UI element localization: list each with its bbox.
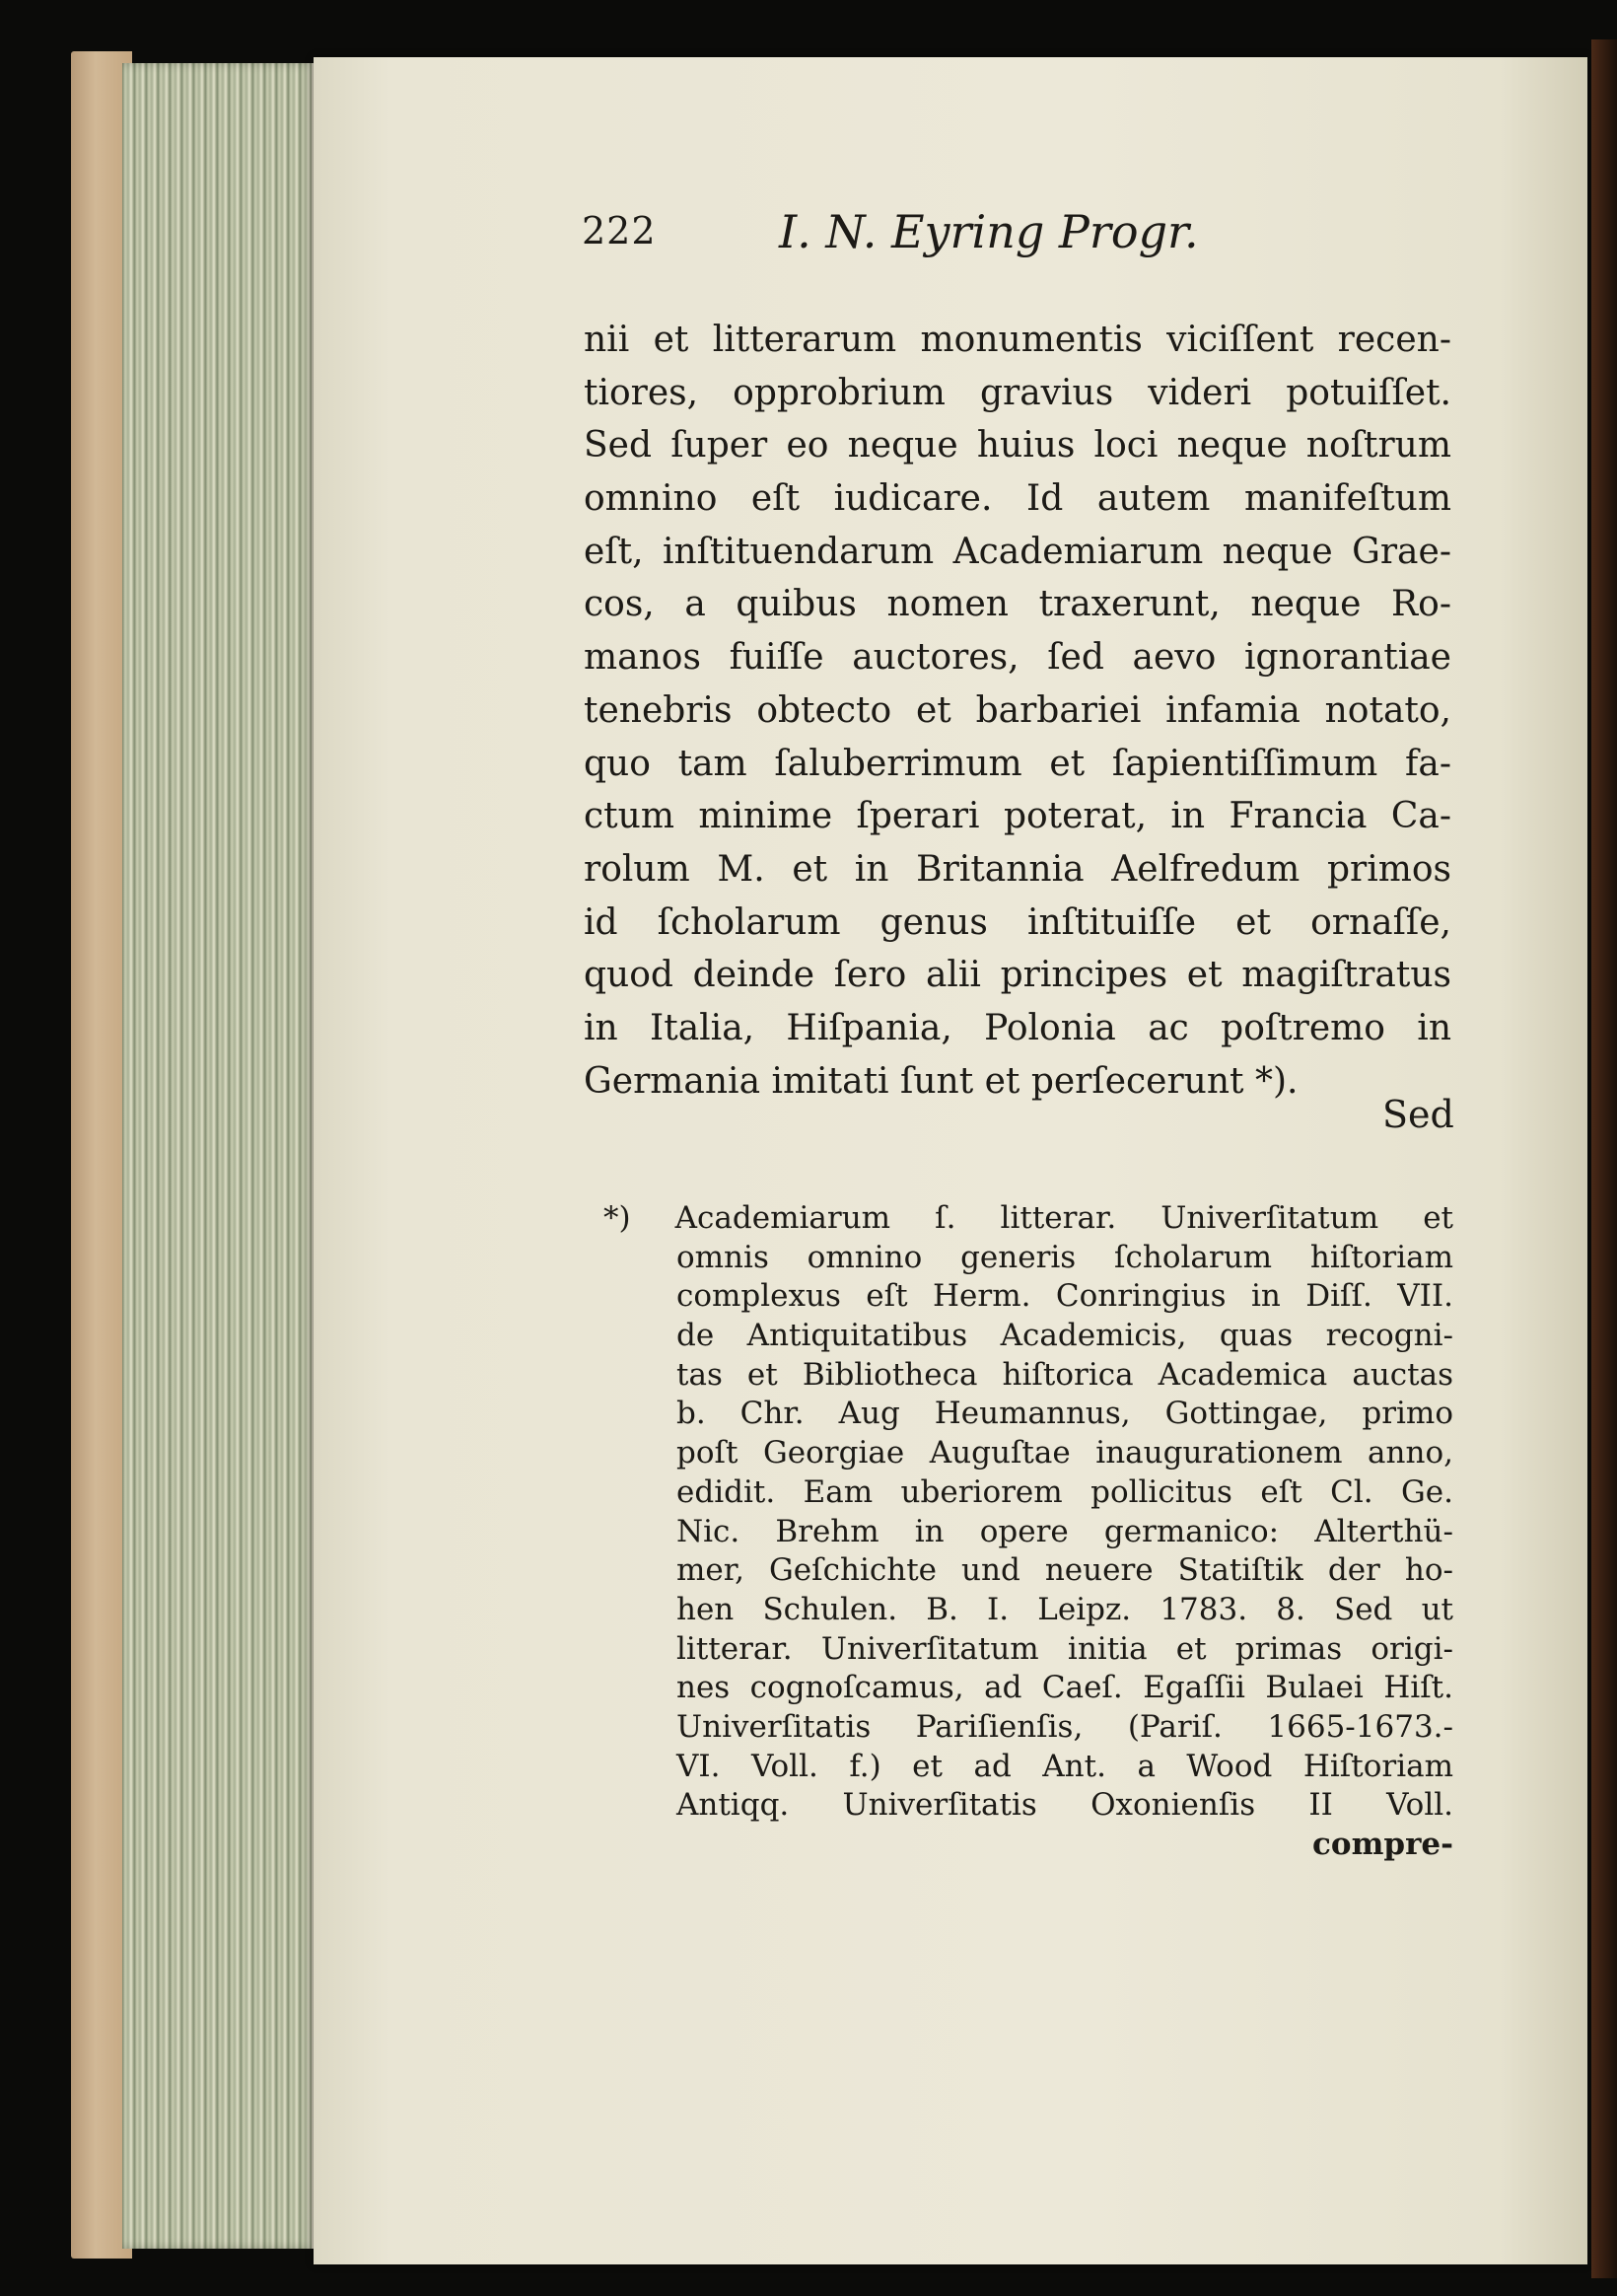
text-line: omnino eſt iudicare. Id autem manifeſtum [584,478,1451,520]
footnote-line: VI. Voll. f.) et ad Ant. a Wood Hiſtoriam [676,1748,1453,1784]
text-line: tiores, opprobrium gravius videri potuiſſet. [584,372,1451,413]
footnote [603,1199,1453,1865]
page-header [582,205,1331,268]
footnote-line: Antiqq. Univerſitatis Oxonienſis II Voll. [676,1787,1453,1824]
text-line: id ſcholarum genus inſtituiſſe et ornaſſe, [584,901,1451,943]
footnote-line: omnis omnino generis ſcholarum hiſtoriam [676,1239,1453,1275]
footnote-line: litterar. Univerſitatum initia et primas origi- [676,1630,1453,1667]
page-number: 222 [582,209,657,252]
footnote-line: tas et Bibliotheca hiſtorica Academica auctas [676,1356,1453,1393]
footnote-line: nes cognoſcamus, ad Caeſ. Egaſſii Bulaei Hiſt. [676,1670,1453,1706]
opposite-page-edge [1591,39,1617,2278]
text-line: nii et litterarum monumentis viciſſent recen- [584,320,1451,360]
text-line: rolum M. et in Britannia Aelfredum primos [584,848,1451,890]
text-line: Germania imitati ſunt et perſecerunt *). [584,1060,1299,1102]
text-line: quod deinde ſero alii principes et magiſtratus [584,955,1451,996]
footnote-line: *) Academiarum ſ. litterar. Univerſitatum et [603,1200,1453,1236]
page-stack-edge [122,63,316,2249]
footnote-catchword: compre- [1312,1827,1453,1862]
catchword: Sed [1382,1093,1454,1136]
text-line: eſt, inſtituendarum Academiarum neque Grae- [584,531,1451,572]
text-line: Sed ſuper eo neque huius loci neque noſtrum [584,425,1451,466]
main-text [584,314,1451,1108]
footnote-line: Univerſitatis Pariſienſis, (Pariſ. 1665-1673.- [676,1708,1453,1745]
footnote-line: poſt Georgiae Auguſtae inaugurationem anno, [676,1435,1453,1471]
text-line: in Italia, Hiſpania, Polonia ac poſtremo in [584,1007,1451,1048]
footnote-line: mer, Geſchichte und neuere Statiſtik der ho- [676,1552,1453,1589]
running-head: I. N. Eyring Progr. [779,205,1199,258]
footnote-line: hen Schulen. B. I. Leipz. 1783. 8. Sed ut [676,1591,1453,1627]
footnote-line: b. Chr. Aug Heumannus, Gottingae, primo [676,1396,1453,1432]
text-line: cos, a quibus nomen traxerunt, neque Ro- [584,584,1451,625]
text-line: quo tam ſaluberrimum et ſapientiſſimum fa- [584,743,1451,784]
footnote-line: de Antiquitatibus Academicis, quas recogni- [676,1318,1453,1354]
text-line: tenebris obtecto et barbariei infamia notato, [584,689,1451,731]
footnote-line: complexus eſt Herm. Conringius in Diſſ. VII. [676,1278,1453,1315]
text-line: ctum minime ſperari poterat, in Francia Ca- [584,796,1451,837]
footnote-line: edidit. Eam uberiorem pollicitus eſt Cl. Ge. [676,1473,1453,1510]
text-line: manos fuiſſe auctores, ſed aevo ignorantiae [584,637,1451,679]
footnote-line: Nic. Brehm in opere germanico: Alterthü- [676,1513,1453,1549]
